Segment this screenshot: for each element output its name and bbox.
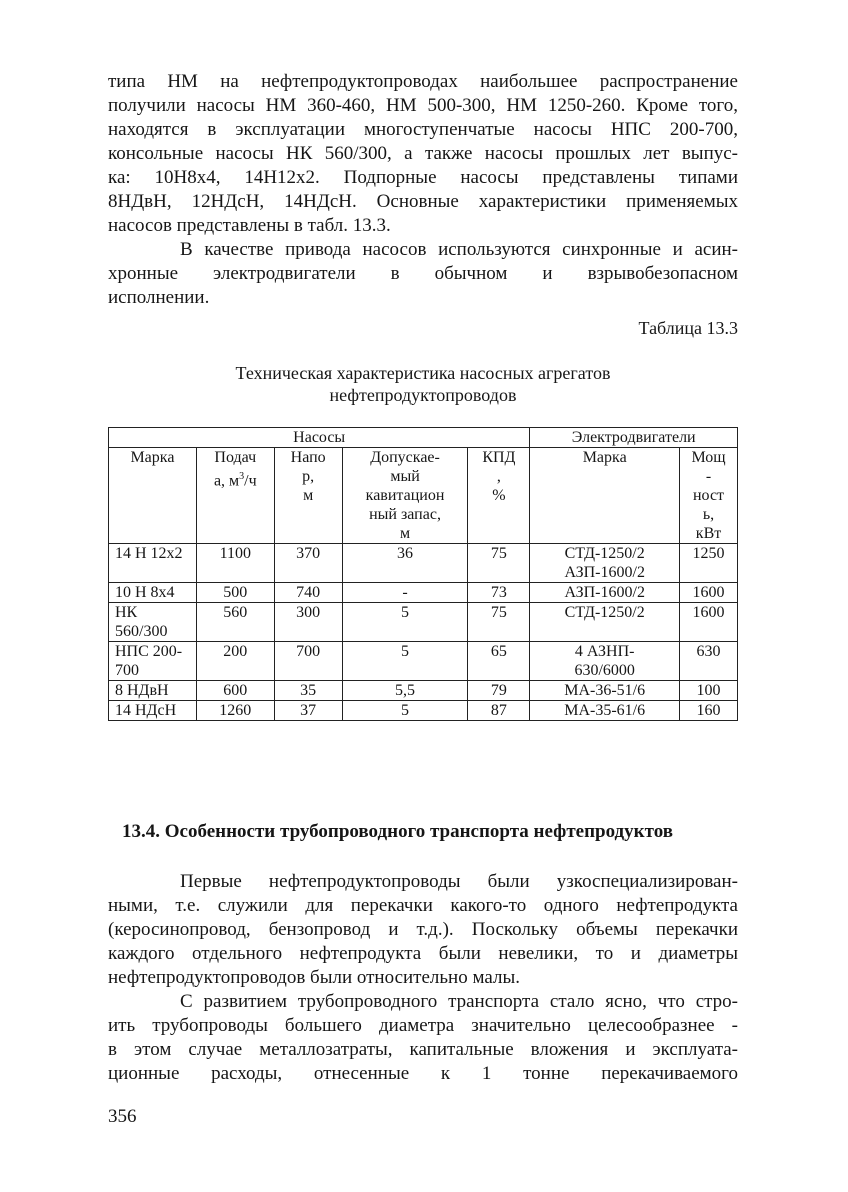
- text-line: хронные электродвигатели в обычном и взрывобезопасном: [108, 263, 738, 284]
- group-header-pumps: Насосы: [109, 428, 530, 448]
- pump-spec-table: [108, 427, 738, 721]
- text-line: каждого отдельного нефтепродукта были невелики, то и диаметры: [108, 943, 738, 964]
- cell-npsh: -: [342, 583, 468, 603]
- table-number: Таблица 13.3: [638, 318, 738, 338]
- table-title-line: Техническая характеристика насосных агрегатов: [235, 363, 611, 383]
- text-line: Первые нефтепродуктопроводы были узкоспециализирован-: [180, 871, 738, 892]
- text-line: В качестве привода насосов используются синхронные и асин-: [180, 239, 738, 260]
- text-line: ка: 10Н8х4, 14Н12х2. Подпорные насосы представлены типами: [108, 167, 738, 188]
- table-row: [109, 681, 738, 701]
- column-header: Напо р, м: [274, 448, 342, 544]
- text-line: 8НДвН, 12НДсН, 14НДсН. Основные характеристики применяемых: [108, 191, 738, 212]
- table-title-line: нефтепродуктопроводов: [329, 385, 517, 405]
- cell-power: 1600: [680, 583, 738, 603]
- cell-efficiency: 75: [468, 603, 530, 642]
- text-line: типа НМ на нефтепродуктопроводах наибольшее распространение: [108, 71, 738, 92]
- cell-flow: 500: [196, 583, 274, 603]
- cell-power: 100: [680, 681, 738, 701]
- cell-flow: 1260: [196, 701, 274, 721]
- table-row: [109, 642, 738, 681]
- cell-motor: СТД-1250/2 АЗП-1600/2: [530, 544, 680, 583]
- cell-efficiency: 87: [468, 701, 530, 721]
- text-line: ить трубопроводы большего диаметра значительно целесообразнее -: [108, 1015, 738, 1036]
- table-row: [109, 603, 738, 642]
- table-header-row: [109, 448, 738, 544]
- cell-head: 35: [274, 681, 342, 701]
- text-line: нефтепродуктопроводов были относительно малы.: [108, 967, 520, 988]
- text-line: насосов представлены в табл. 13.3.: [108, 215, 391, 236]
- column-header: Допускае- мый кавитацион ный запас, м: [342, 448, 468, 544]
- page-number: 356: [108, 1106, 137, 1127]
- cell-brand: 14 НДсН: [109, 701, 197, 721]
- cell-motor: МА-35-61/6: [530, 701, 680, 721]
- cell-head: 37: [274, 701, 342, 721]
- text-line: в этом случае металлозатраты, капитальные вложения и эксплуата-: [108, 1039, 738, 1060]
- cell-motor: СТД-1250/2: [530, 603, 680, 642]
- paragraph-development: [108, 990, 738, 1086]
- cell-motor: МА-36-51/6: [530, 681, 680, 701]
- cell-power: 160: [680, 701, 738, 721]
- text-line: получили насосы НМ 360-460, НМ 500-300, НМ 1250-260. Кроме того,: [108, 95, 738, 116]
- text-line: ными, т.е. служили для перекачки какого-то одного нефтепродукта: [108, 895, 738, 916]
- cell-efficiency: 79: [468, 681, 530, 701]
- cell-brand: 14 Н 12х2: [109, 544, 197, 583]
- group-header-motors: Электродвигатели: [530, 428, 738, 448]
- cell-npsh: 5: [342, 603, 468, 642]
- cell-npsh: 5,5: [342, 681, 468, 701]
- table-title: [108, 362, 738, 406]
- paragraph-pump-types: [108, 70, 738, 238]
- cell-npsh: 5: [342, 642, 468, 681]
- cell-head: 740: [274, 583, 342, 603]
- text-line: находятся в эксплуатации многоступенчатые насосы НПС 200-700,: [108, 119, 738, 140]
- column-header: КПД , %: [468, 448, 530, 544]
- cell-efficiency: 75: [468, 544, 530, 583]
- cell-power: 1600: [680, 603, 738, 642]
- cell-head: 300: [274, 603, 342, 642]
- cell-brand: 10 Н 8х4: [109, 583, 197, 603]
- column-header: Мощ - ност ь, кВт: [680, 448, 738, 544]
- cell-head: 700: [274, 642, 342, 681]
- cell-power: 630: [680, 642, 738, 681]
- cell-power: 1250: [680, 544, 738, 583]
- cell-efficiency: 73: [468, 583, 530, 603]
- table-group-row: [109, 428, 738, 448]
- column-header: Марка: [530, 448, 680, 544]
- text-line: С развитием трубопроводного транспорта стало ясно, что стро-: [180, 991, 738, 1012]
- column-header: Подач а, $м^3/ч$: [196, 448, 274, 544]
- section-heading: 13.4. Особенности трубопроводного транспорта нефтепродуктов: [122, 821, 673, 842]
- text-line: (керосинопровод, бензопровод и т.д.). Поскольку объемы перекачки: [108, 919, 738, 940]
- text-line: ционные расходы, отнесенные к 1 тонне перекачиваемого: [108, 1063, 738, 1084]
- column-header: Марка: [109, 448, 197, 544]
- paragraph-drives: [108, 238, 738, 310]
- text-line: консольные насосы НК 560/300, а также насосы прошлых лет выпус-: [108, 143, 738, 164]
- table-row: [109, 583, 738, 603]
- cell-motor: 4 АЗНП- 630/6000: [530, 642, 680, 681]
- table-row: [109, 701, 738, 721]
- cell-brand: НК 560/300: [109, 603, 197, 642]
- cell-head: 370: [274, 544, 342, 583]
- cell-brand: НПС 200- 700: [109, 642, 197, 681]
- cell-efficiency: 65: [468, 642, 530, 681]
- cell-flow: 560: [196, 603, 274, 642]
- cell-flow: 600: [196, 681, 274, 701]
- cell-motor: АЗП-1600/2: [530, 583, 680, 603]
- paragraph-first-pipelines: [108, 870, 738, 990]
- cell-flow: 1100: [196, 544, 274, 583]
- cell-npsh: 5: [342, 701, 468, 721]
- text-line: исполнении.: [108, 287, 210, 308]
- table-row: [109, 544, 738, 583]
- cell-flow: 200: [196, 642, 274, 681]
- cell-brand: 8 НДвН: [109, 681, 197, 701]
- cell-npsh: 36: [342, 544, 468, 583]
